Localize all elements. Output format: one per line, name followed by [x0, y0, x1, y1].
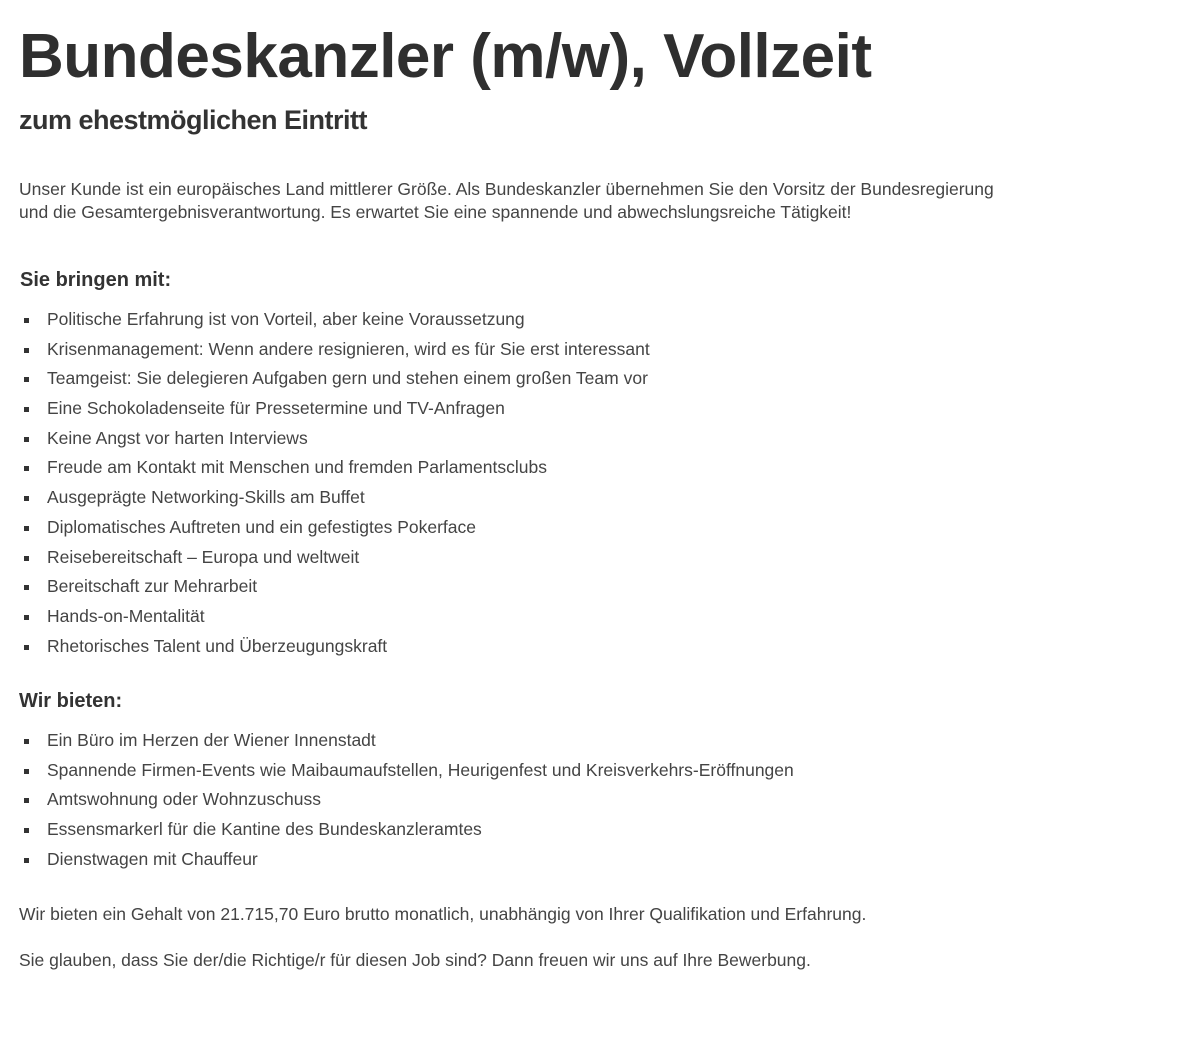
page-subtitle: zum ehestmöglichen Eintritt [19, 105, 368, 135]
bullet-icon [24, 585, 29, 590]
list-item [19, 335, 650, 365]
list-item [19, 394, 650, 424]
list-item-text: Reisebereitschaft – Europa und weltweit [47, 546, 360, 567]
closing-paragraph: Sie glauben, dass Sie der/die Richtige/r für diesen Job sind? Dann freuen wir uns auf Ihre Bewerbung. [19, 950, 811, 970]
bullet-icon [24, 348, 29, 353]
bullet-icon [24, 798, 29, 803]
bullet-icon [24, 496, 29, 501]
list-item [19, 364, 650, 394]
list-item-text: Bereitschaft zur Mehrarbeit [47, 576, 258, 597]
bullet-icon [24, 437, 29, 442]
list-item [19, 815, 794, 845]
list-item-text: Hands-on-Mentalität [47, 605, 205, 626]
list-item-text: Politische Erfahrung ist von Vorteil, aber keine Voraussetzung [47, 309, 525, 329]
requirements-list [19, 305, 650, 661]
list-item-text: Eine Schokoladenseite für Pressetermine und TV-Anfragen [47, 398, 505, 419]
requirements-heading: Sie bringen mit: [20, 269, 172, 291]
list-item-text: Essensmarkerl für die Kantine des Bundeskanzleramtes [47, 819, 482, 840]
list-item-text: Krisenmanagement: Wenn andere resignieren, wird es für Sie erst interessant [47, 338, 650, 359]
list-item [19, 513, 650, 543]
list-item-text: Amtswohnung oder Wohnzuschuss [47, 789, 321, 810]
list-item [19, 845, 794, 875]
list-item [19, 726, 794, 756]
bullet-icon [24, 858, 29, 863]
bullet-icon [24, 318, 29, 323]
bullet-icon [24, 556, 29, 561]
offer-list [19, 726, 794, 874]
bullet-icon [24, 615, 29, 620]
bullet-icon [24, 769, 29, 774]
bullet-icon [24, 407, 29, 412]
bullet-icon [24, 466, 29, 471]
list-item-text: Ausgeprägte Networking-Skills am Buffet [47, 487, 365, 508]
intro-paragraph: Unser Kunde ist ein europäisches Land mittlerer Größe. Als Bundeskanzler übernehmen Sie den Vorsitz der Bundesregierung und die Gesamtergebnisverantwortung. Es erwartet Sie eine spannende und abwechslungsreiche Tätigkeit! [19, 179, 994, 222]
list-item [19, 543, 650, 573]
list-item [19, 572, 650, 602]
offer-heading: Wir bieten: [19, 690, 123, 712]
bullet-icon [24, 828, 29, 833]
list-item [19, 602, 650, 632]
list-item-text: Ein Büro im Herzen der Wiener Innenstadt [47, 730, 376, 750]
bullet-icon [24, 526, 29, 531]
list-item-text: Teamgeist: Sie delegieren Aufgaben gern und stehen einem großen Team vor [47, 368, 648, 389]
list-item-text: Keine Angst vor harten Interviews [47, 427, 308, 448]
list-item-text: Spannende Firmen-Events wie Maibaumaufstellen, Heurigenfest und Kreisverkehrs-Eröffnungen [47, 759, 794, 780]
list-item [19, 483, 650, 513]
list-item [19, 632, 650, 662]
list-item-text: Dienstwagen mit Chauffeur [47, 848, 258, 869]
bullet-icon [24, 645, 29, 650]
list-item [19, 305, 650, 335]
list-item [19, 453, 650, 483]
list-item [19, 424, 650, 454]
bullet-icon [24, 739, 29, 744]
list-item [19, 785, 794, 815]
page-title: Bundeskanzler (m/w), Vollzeit [19, 22, 872, 91]
list-item [19, 756, 794, 786]
list-item-text: Freude am Kontakt mit Menschen und fremden Parlamentsclubs [47, 457, 547, 478]
list-item-text: Diplomatisches Auftreten und ein gefestigtes Pokerface [47, 516, 476, 537]
salary-paragraph: Wir bieten ein Gehalt von 21.715,70 Euro brutto monatlich, unabhängig von Ihrer Qualifikation und Erfahrung. [19, 904, 867, 924]
bullet-icon [24, 377, 29, 382]
list-item-text: Rhetorisches Talent und Überzeugungskraft [47, 635, 388, 656]
